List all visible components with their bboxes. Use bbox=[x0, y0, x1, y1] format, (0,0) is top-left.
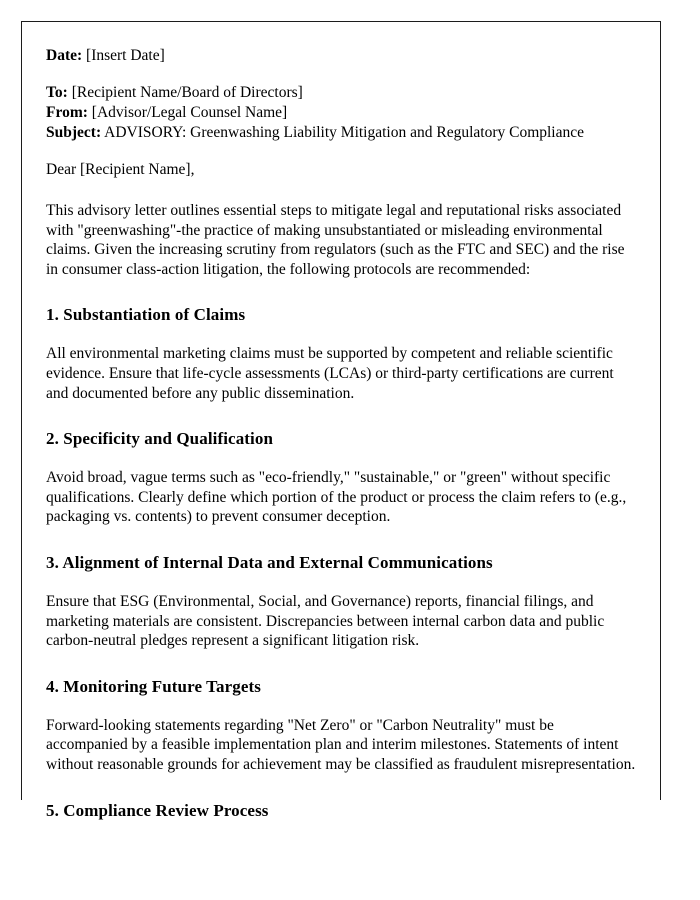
spacer bbox=[46, 527, 636, 552]
letterhead-line-from bbox=[46, 103, 636, 123]
spacer bbox=[46, 574, 636, 592]
spacer bbox=[46, 651, 636, 676]
letterhead-value-date: [Insert Date] bbox=[86, 47, 165, 64]
spacer bbox=[46, 775, 636, 800]
spacer bbox=[46, 698, 636, 716]
letterhead-label-date: Date: bbox=[46, 47, 83, 64]
spacer bbox=[46, 403, 636, 428]
section-body-4: Forward-looking statements regarding "Net Zero" or "Carbon Neutrality" must be accompanied by a feasible implementation plan and interim milestones. Statements of intent without reasonable grounds for achievement may be classified as fraudulent misrepresentation. bbox=[46, 716, 636, 773]
spacer bbox=[46, 180, 636, 201]
letterhead-line-date bbox=[46, 46, 636, 66]
section-heading-2: 2. Specificity and Qualification bbox=[46, 429, 274, 449]
spacer bbox=[46, 450, 636, 468]
section-heading-5: 5. Compliance Review Process bbox=[46, 800, 269, 820]
letterhead-label-to: To: bbox=[46, 84, 68, 101]
letterhead-line-to bbox=[46, 83, 636, 103]
section-body-1: All environmental marketing claims must be supported by competent and reliable scientific evidence. Ensure that life-cycle assessments (LCAs) or third-party certifications are current and documented before any public dissemination. bbox=[46, 345, 614, 402]
document-page bbox=[21, 21, 661, 820]
spacer bbox=[46, 326, 636, 344]
letterhead-line-subject bbox=[46, 123, 636, 143]
letterhead-spacer bbox=[46, 143, 636, 160]
document-body bbox=[46, 46, 636, 822]
section-heading-4: 4. Monitoring Future Targets bbox=[46, 676, 261, 696]
spacer bbox=[46, 279, 636, 304]
salutation: Dear [Recipient Name], bbox=[46, 161, 195, 178]
letterhead-spacer bbox=[46, 66, 636, 83]
letterhead-label-subject: Subject: bbox=[46, 124, 102, 141]
letterhead-value-to: [Recipient Name/Board of Directors] bbox=[71, 84, 303, 101]
section-body-2: Avoid broad, vague terms such as "eco-friendly," "sustainable," or "green" without specific qualifications. Clearly define which portion of the product or process the claim refers to (e.g., packaging vs. contents) to prevent consumer deception. bbox=[46, 469, 627, 526]
section-body-3: Ensure that ESG (Environmental, Social, and Governance) reports, financial filings, and marketing materials are consistent. Discrepancies between internal carbon data and public carbon-neutral pledges represent a significant litigation risk. bbox=[46, 592, 605, 650]
letterhead bbox=[46, 46, 636, 180]
section-heading-1: 1. Substantiation of Claims bbox=[46, 305, 246, 325]
letterhead-value-from: [Advisor/Legal Counsel Name] bbox=[91, 104, 288, 121]
section-heading-3: 3. Alignment of Internal Data and External Communications bbox=[46, 552, 493, 572]
intro-paragraph: This advisory letter outlines essential steps to mitigate legal and reputational risks associated with "greenwashing"-the practice of making unsubstantiated or misleading environmental claims. Given the increasing scrutiny from regulators (such as the FTC and SEC) and the rise in consumer class-action litigation, the following protocols are recommended: bbox=[46, 202, 625, 278]
letterhead-label-from: From: bbox=[46, 104, 88, 121]
letterhead-value-subject: ADVISORY: Greenwashing Liability Mitigation and Regulatory Compliance bbox=[104, 124, 585, 141]
